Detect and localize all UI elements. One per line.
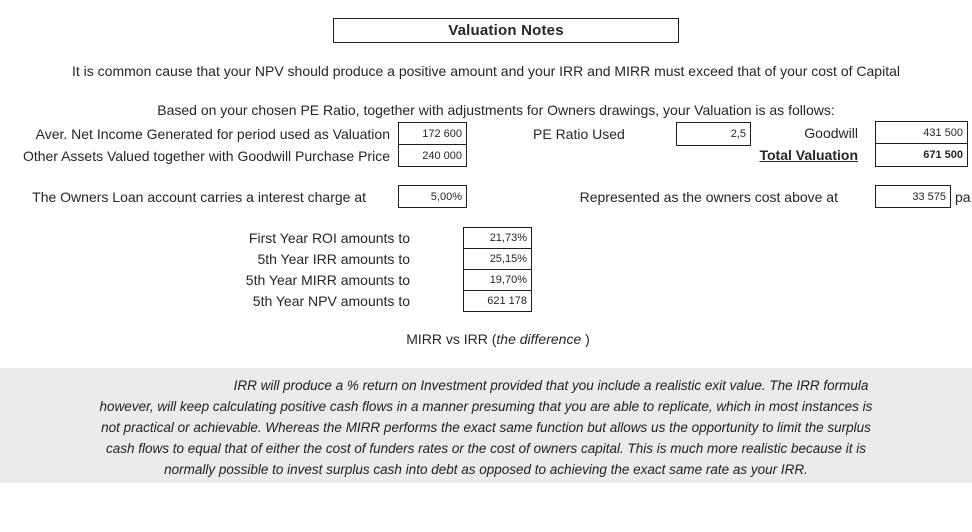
pe-ratio-value-cell[interactable]: 2,5: [676, 122, 751, 146]
loan-interest-label: The Owners Loan account carries a interest charge at: [32, 188, 366, 205]
note-line-4: cash flows to equal that of either the cost of funders rates or the cost of owners capital. This is much more realistic because it is: [105, 441, 867, 456]
pe-ratio-label: PE Ratio Used: [533, 126, 625, 142]
total-valuation-label-text: Total Valuation: [759, 147, 858, 163]
mirr-heading-suffix: ): [581, 331, 590, 347]
owners-cost-value-cell[interactable]: 33 575: [875, 185, 951, 208]
metric-mirr-label: 5th Year MIRR amounts to: [245, 272, 410, 288]
metric-roi-label: First Year ROI amounts to: [248, 230, 410, 246]
net-income-label: Aver. Net Income Generated for period used as Valuation: [35, 125, 390, 142]
owners-cost-suffix: pa: [955, 188, 971, 205]
other-assets-value-cell[interactable]: 240 000: [398, 144, 467, 167]
net-income-value-cell[interactable]: 172 600: [398, 122, 467, 145]
note-line-1: IRR will produce a % return on Investment provided that you include a realistic exit value. The IRR formula: [233, 378, 869, 393]
goodwill-label: Goodwill: [804, 124, 858, 141]
total-valuation-label: [700, 143, 858, 167]
metric-npv-label: 5th Year NPV amounts to: [252, 293, 410, 309]
other-assets-label: Other Assets Valued together with Goodwill Purchase Price: [22, 147, 390, 164]
note-line-3: not practical or achievable. Whereas the MIRR performs the exact same function but allows us the opportunity to limit the surplus: [101, 420, 871, 435]
owners-cost-label: Represented as the owners cost above at: [579, 188, 838, 205]
total-valuation-value-cell[interactable]: 671 500: [875, 143, 968, 167]
mirr-vs-irr-heading: [22, 331, 972, 347]
intro-sentence: It is common cause that your NPV should produce a positive amount and your IRR and MIRR must exceed that of your cost of Capital: [72, 63, 900, 79]
notes-panel: [0, 368, 972, 483]
metric-roi-value-cell[interactable]: 21,73%: [463, 227, 532, 249]
metric-npv-value-cell[interactable]: 621 178: [463, 290, 532, 312]
metric-irr-value-cell[interactable]: 25,15%: [463, 248, 532, 270]
mirr-heading-prefix: MIRR vs IRR (: [406, 331, 497, 347]
metric-mirr-value-cell[interactable]: 19,70%: [463, 269, 532, 291]
note-line-5: normally possible to invest surplus cash into debt as opposed to achieving the exact same rate as your IRR.: [164, 462, 808, 477]
valuation-intro-sentence: Based on your chosen PE Ratio, together with adjustments for Owners drawings, your Valuation is as follows:: [157, 102, 835, 118]
metric-irr-label: 5th Year IRR amounts to: [257, 251, 410, 267]
mirr-heading-emphasis: the difference: [496, 331, 582, 347]
page-title: Valuation Notes: [333, 18, 679, 43]
goodwill-value-cell[interactable]: 431 500: [875, 121, 968, 144]
loan-interest-value-cell[interactable]: 5,00%: [398, 185, 467, 208]
note-line-2: however, will keep calculating positive cash flows in a manner presuming that you are able to replicate, which in most instances is: [99, 399, 873, 414]
